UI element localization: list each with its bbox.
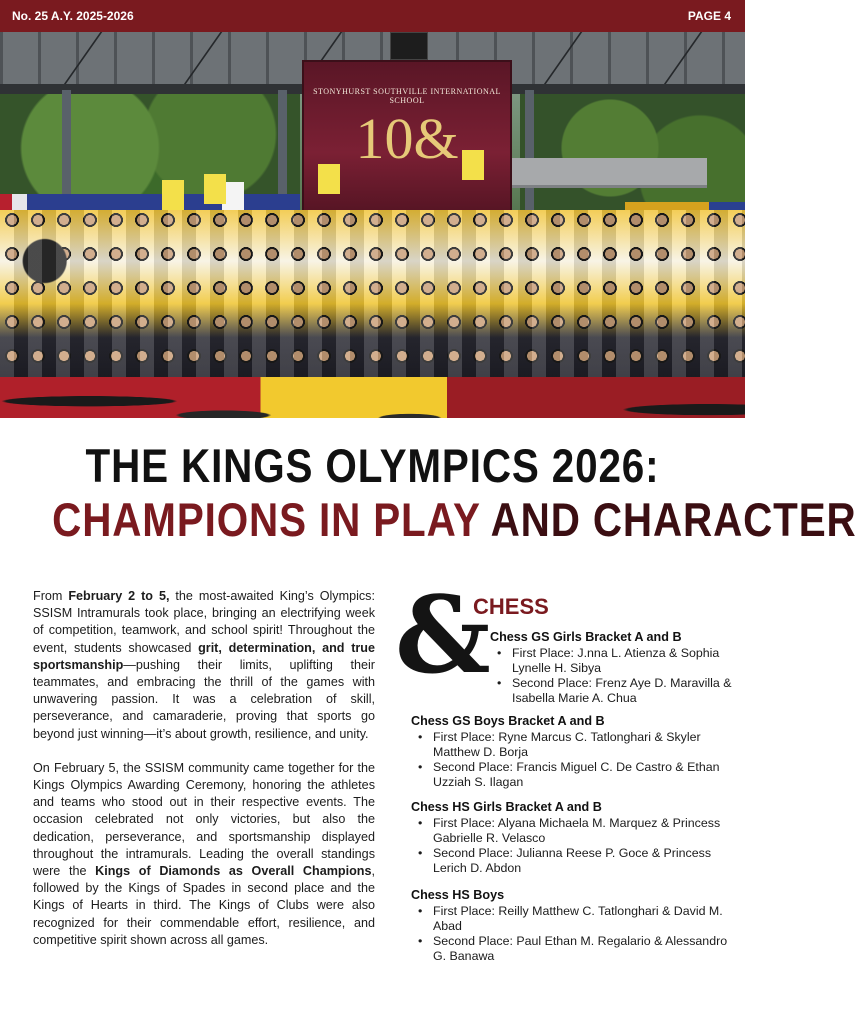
headline-line-2 xyxy=(52,492,857,548)
crowd-shading xyxy=(0,210,745,380)
bracket-results xyxy=(411,816,731,876)
bold-run: grit, determination, and true sportsmanship xyxy=(33,640,375,672)
article-paragraph-2 xyxy=(33,760,375,949)
first-place: • First Place: J.nna L. Atienza & Sophia Lynelle H. Sibya xyxy=(490,646,735,676)
text-run: On February 5, the SSISM community came together for the Kings Olympics Awarding Ceremony, honoring the athletes and teams who stood out in their respective events. The occasion celebrated not only victories, but also the dedication, perseverance, and sportsmanship displayed throughout the intramurals. Leading the overall standings were the xyxy=(33,760,375,879)
flag xyxy=(162,180,184,210)
second-place: • Second Place: Julianna Reese P. Goce & Princess Lerich D. Abdon xyxy=(411,846,731,876)
flag xyxy=(318,164,340,194)
flag xyxy=(462,150,484,180)
article-body xyxy=(33,588,375,949)
scoreboard xyxy=(390,32,428,60)
second-place: • Second Place: Frenz Aye D. Maravilla & Isabella Marie A. Chua xyxy=(490,676,735,706)
flag xyxy=(204,174,226,204)
bracket-results xyxy=(411,730,731,790)
bold-run: February 2 to 5, xyxy=(68,589,170,603)
bracket-gs-boys xyxy=(411,714,731,790)
stage-roof xyxy=(512,158,707,188)
headline-line-1: THE KINGS OLYMPICS 2026: xyxy=(85,439,660,492)
bold-run: Kings of Diamonds as Overall Champions xyxy=(95,864,372,879)
first-place: • First Place: Alyana Michaela M. Marquez & Princess Gabrielle R. Velasco xyxy=(411,816,731,846)
banner-school-name: STONYHURST SOUTHVILLE INTERNATIONAL SCHOOL xyxy=(313,87,501,105)
bracket-title: Chess GS Boys Bracket A and B xyxy=(411,714,605,728)
bracket-results xyxy=(411,904,731,964)
bracket-hs-boys xyxy=(411,888,731,964)
first-place: • First Place: Ryne Marcus C. Tatlonghari & Skyler Matthew D. Borja xyxy=(411,730,731,760)
header-bar xyxy=(0,0,745,32)
hero-photo xyxy=(0,32,745,418)
headline-line-2-part-1: CHAMPIONS IN PLAY xyxy=(52,493,491,546)
foreground-spectators xyxy=(0,362,745,418)
text-run: , followed by the Kings of Spades in second place and the Kings of Hearts in third. The Kings of Clubs were also recognized for their commendable effort, resilience, and competitive spirit shown across all games. xyxy=(33,864,375,947)
page-number: PAGE 4 xyxy=(687,9,731,23)
bracket-title: Chess HS Girls Bracket A and B xyxy=(411,800,602,814)
text-run: From xyxy=(33,589,69,603)
headline xyxy=(0,438,857,548)
stage-banner xyxy=(302,60,512,228)
banner-anniversary-number: 10& xyxy=(355,106,459,171)
ampersand-chess-knight-icon: & xyxy=(395,572,491,697)
bracket-title: Chess HS Boys xyxy=(411,888,505,902)
text-run: —pushing their limits, uplifting their teammates, and embracing the thrill of the games with unwavering passion. It was a celebration of skill, perseverance, and camaraderie, proving that sports go beyond just winning—it’s about growth, resilience, and unity. xyxy=(33,657,375,741)
bracket-title: Chess GS Girls Bracket A and B xyxy=(490,630,682,644)
text-run: the most-awaited King’s Olympics: SSISM Intramurals took place, bringing an electrifying week of competition, teamwork, and school spirit! Throughout the event, students showcased xyxy=(33,589,375,655)
article-paragraph-1 xyxy=(33,588,375,743)
bracket-hs-girls xyxy=(411,800,731,876)
first-place: • First Place: Reilly Matthew C. Tatlonghari & David M. Abad xyxy=(411,904,731,934)
chess-section-title: CHESS xyxy=(473,594,549,619)
headline-line-2-part-2: AND CHARACTER xyxy=(490,493,857,546)
bracket-results xyxy=(490,646,735,706)
issue-label: No. 25 A.Y. 2025-2026 xyxy=(12,9,134,23)
second-place: • Second Place: Paul Ethan M. Regalario & Alessandro G. Banawa xyxy=(411,934,731,964)
second-place: • Second Place: Francis Miguel C. De Castro & Ethan Uzziah S. Ilagan xyxy=(411,760,731,790)
bracket-gs-girls xyxy=(490,630,735,706)
